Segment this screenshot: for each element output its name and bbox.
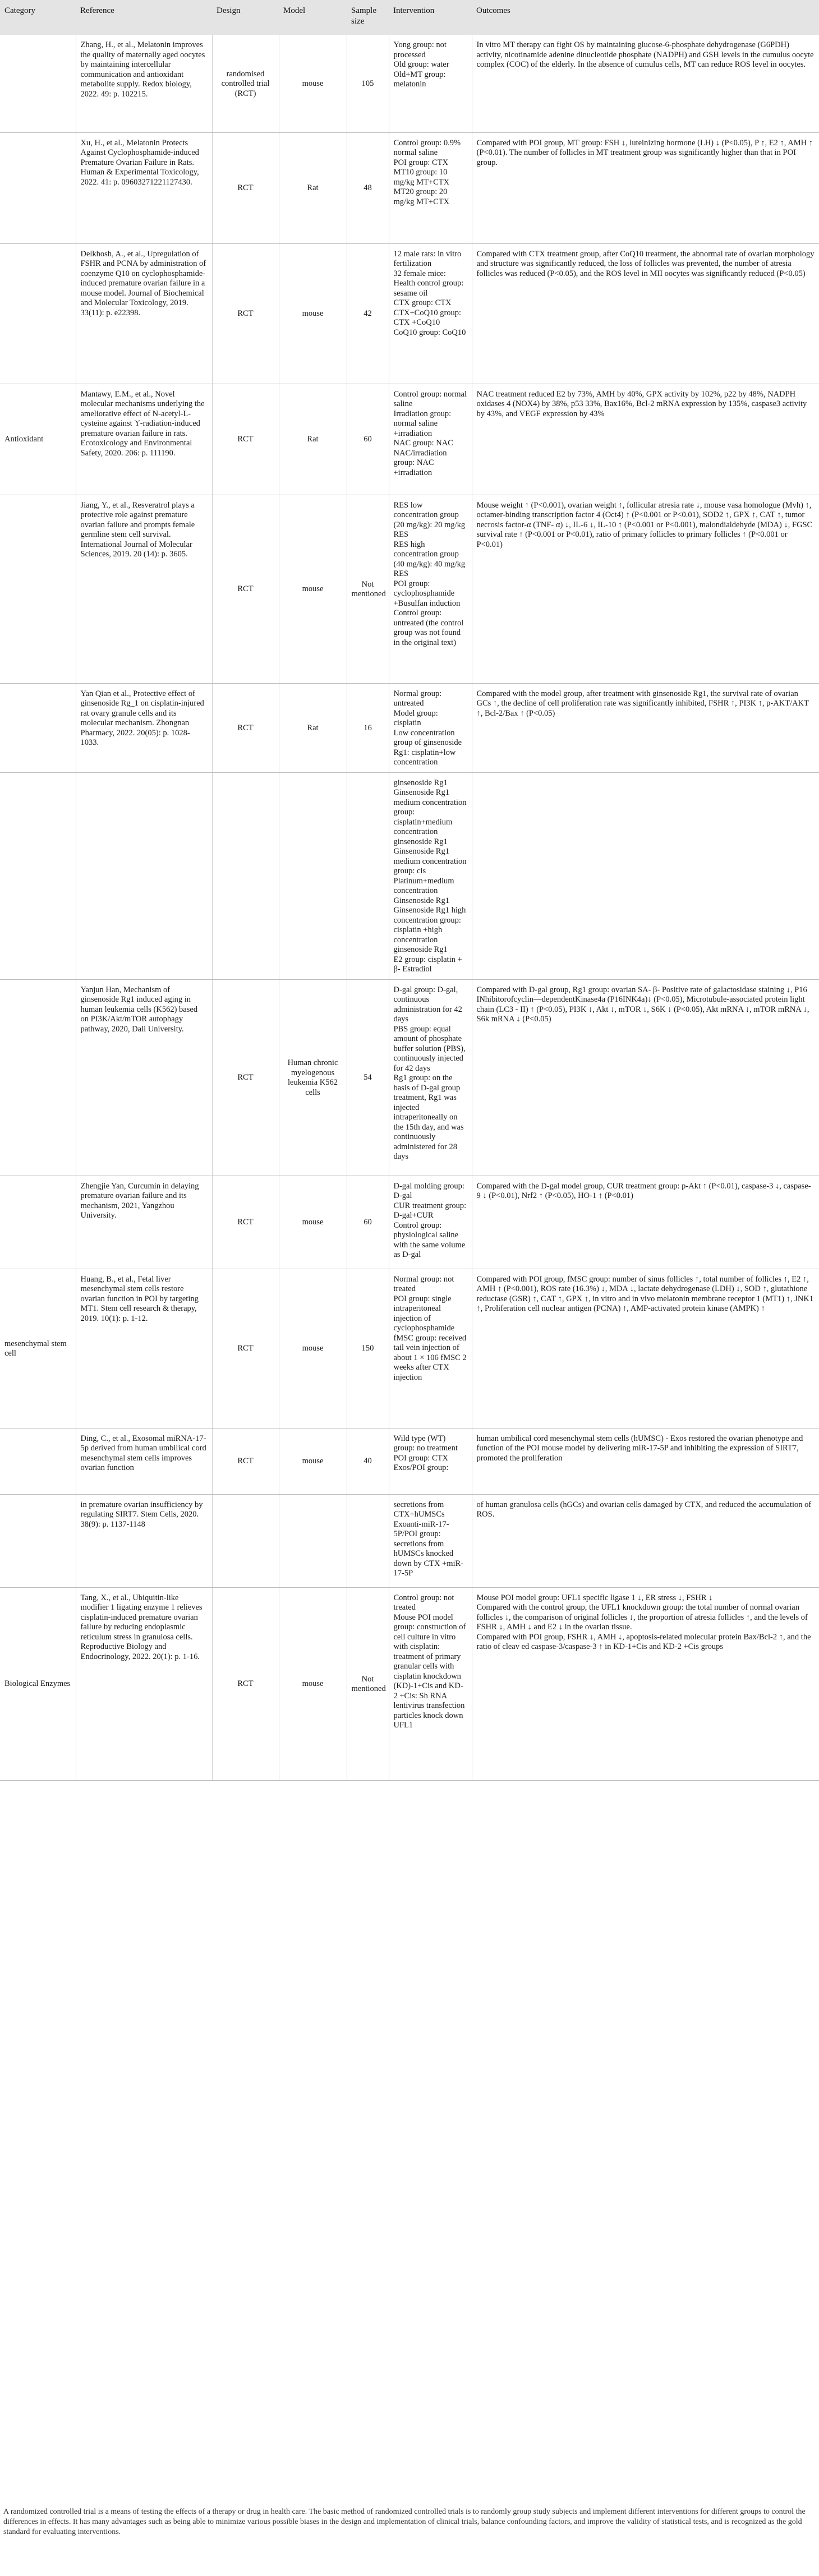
intervention-line: MT20 group: 20 mg/kg MT+CTX <box>393 187 450 206</box>
cell-category <box>0 1176 76 1269</box>
table-row <box>0 1587 819 1780</box>
intervention-line: Ginsenoside Rg1 medium concentration group: cis Platinum+medium concentration Ginsenoside Rg1 <box>393 847 467 905</box>
intervention-line: RES high concentration group (40 mg/kg): 40 mg/kg RES <box>393 540 466 578</box>
cell-intervention <box>389 1269 472 1428</box>
table-header-row <box>0 0 819 35</box>
table-row <box>0 772 819 979</box>
cell-sample-size: Not mentioned <box>347 495 389 683</box>
cell-intervention <box>389 772 472 979</box>
cell-model: Human chronic myelogenous leukemia K562 cells <box>279 979 347 1176</box>
outcome-line: Compared with CTX treatment group, after CoQ10 treatment, the abnormal rate of ovarian morphology and structure was significantly reduced, the loss of follicles was prevented, the number of atresia follicles was reduced (P<0.05), and the ROS level in MII oocytes was significantly reduced (P<0.05) <box>476 249 815 278</box>
outcome-line: In vitro MT therapy can fight OS by maintaining glucose-6-phosphate dehydrogenase (G6PDH) activity, nicotinamide adenine dinucleotide phosphate (NADPH) and GSH levels in the cumulus oocyte complex (COC) of the elderly. In the absence of cumulus cells, MT can reduce ROS level in oocytes. <box>476 40 814 69</box>
cell-design: RCT <box>212 384 279 495</box>
table-row <box>0 132 819 243</box>
cell-outcomes <box>472 1494 819 1587</box>
intervention-line: D-gal group: D-gal, continuous administration for 42 days <box>393 985 462 1024</box>
cell-reference: Zhengjie Yan, Curcumin in delaying premature ovarian failure and its mechanism, 2021, Yangzhou University. <box>76 1176 212 1269</box>
intervention-line: POI group: cyclophosphamide +Busulfan induction <box>393 579 461 608</box>
intervention-line: Rg1 group: on the basis of D-gal group treatment, Rg1 was injected intraperitoneally on the 15th day, and was continuously administered for 28 days <box>393 1073 464 1161</box>
cell-outcomes <box>472 132 819 243</box>
cell-outcomes <box>472 1176 819 1269</box>
intervention-line: RES low concentration group (20 mg/kg): 20 mg/kg RES <box>393 500 466 539</box>
intervention-line: Yong group: not processed <box>393 40 447 59</box>
intervention-line: Wild type (WT) group: no treatment <box>393 1434 458 1453</box>
cell-outcomes <box>472 979 819 1176</box>
cell-category <box>0 243 76 384</box>
cell-category <box>0 132 76 243</box>
cell-model: mouse <box>279 243 347 384</box>
cell-intervention <box>389 1494 472 1587</box>
cell-sample-size: 16 <box>347 683 389 772</box>
outcome-line: Compared with POI group, MT group: FSH ↓, luteinizing hormone (LH) ↓ (P<0.05), P ↑, E2 ↑, AMH ↑ (P<0.01). The number of follicles in MT treatment group was significantly higher than that in POI group. <box>476 138 813 167</box>
outcome-line: of human granulosa cells (hGCs) and ovarian cells damaged by CTX, and reduced the accumulation of ROS. <box>476 1500 812 1519</box>
intervention-line: POI group: CTX <box>393 158 448 167</box>
cell-model: mouse <box>279 1587 347 1780</box>
cell-design: randomised controlled trial (RCT) <box>212 35 279 132</box>
cell-reference: Tang, X., et al., Ubiquitin-like modifier 1 ligating enzyme 1 relieves cisplatin-induced premature ovarian failure by reducing endoplasmic reticulum stress in granulosa cells. Reproductive Biology and Endocrinology, 2022. 20(1): p. 1-16. <box>76 1587 212 1780</box>
intervention-line: Control group: untreated (the control group was not found in the original text) <box>393 609 464 647</box>
cell-intervention <box>389 1428 472 1494</box>
outcome-line: NAC treatment reduced E2 by 73%, AMH by 40%, GPX activity by 102%, p22 by 48%, NADPH oxidases 4 (NOX4) by 38%, p53 33%, Bax16%, Bcl-2 mRNA expression by 135%, caspase3 activity by 43%, and VEGF expression by 43% <box>476 389 807 418</box>
intervention-line: CTX group: CTX <box>393 298 452 307</box>
cell-reference: Xu, H., et al., Melatonin Protects Against Cyclophosphamide-induced Premature Ovarian Failure in Rats. Human & Experimental Toxicology, 2022. 41: p. 09603271221127430. <box>76 132 212 243</box>
cell-design: RCT <box>212 1428 279 1494</box>
intervention-line: Irradiation group: normal saline +irradiation <box>393 409 452 438</box>
cell-reference: Yanjun Han, Mechanism of ginsenoside Rg1 induced aging in human leukemia cells (K562) based on PI3K/Akt/mTOR autophagy pathway, 2020, Dali University. <box>76 979 212 1176</box>
cell-reference: Zhang, H., et al., Melatonin improves the quality of maternally aged oocytes by maintaining intercellular communication and antioxidant metabolite supply. Redox biology, 2022. 49: p. 102215. <box>76 35 212 132</box>
header-intervention: Intervention <box>389 0 472 35</box>
cell-reference: Yan Qian et al., Protective effect of ginsenoside Rg_1 on cisplatin-injured rat ovary granule cells and its molecular mechanism. Zhongnan Pharmacy, 2022. 20(05): p. 1028-1033. <box>76 683 212 772</box>
table-row <box>0 495 819 683</box>
intervention-line: POI group: single intraperitoneal injection of cyclophosphamide <box>393 1294 455 1333</box>
header-model: Model <box>279 0 347 35</box>
intervention-line: Control group: physiological saline with the same volume as D-gal <box>393 1220 466 1259</box>
cell-design: RCT <box>212 132 279 243</box>
cell-model <box>279 772 347 979</box>
cell-sample-size <box>347 772 389 979</box>
cell-model: Rat <box>279 384 347 495</box>
cell-outcomes <box>472 243 819 384</box>
cell-model: mouse <box>279 495 347 683</box>
cell-design: RCT <box>212 683 279 772</box>
intervention-line: CoQ10 group: CoQ10 <box>393 328 466 337</box>
cell-outcomes <box>472 1428 819 1494</box>
intervention-line: MT10 group: 10 mg/kg MT+CTX <box>393 168 450 187</box>
outcome-line: Mouse POI model group: UFL1 specific ligase 1 ↓, ER stress ↓, FSHR ↓ <box>476 1593 713 1602</box>
cell-sample-size <box>347 1494 389 1587</box>
cell-model: mouse <box>279 35 347 132</box>
intervention-line: Old group: water <box>393 60 449 69</box>
intervention-line: Exos/POI group: <box>393 1463 449 1472</box>
intervention-line: Control group: 0.9% normal saline <box>393 138 461 157</box>
cell-intervention <box>389 132 472 243</box>
outcome-line: Compared with the control group, the UFL1 knockdown group: the total number of normal ovarian follicles ↓, the comparison of original follicles ↓, the proportion of atresia follicles ↑, and the levels of FSHR ↓, AMH ↓ and E2 ↓ in the ovarian tissue. <box>476 1603 808 1632</box>
table-row <box>0 35 819 132</box>
cell-sample-size: 60 <box>347 1176 389 1269</box>
cell-category: Biological Enzymes <box>0 1587 76 1780</box>
intervention-line: ginsenoside Rg1 <box>393 837 448 846</box>
cell-design <box>212 1494 279 1587</box>
intervention-line: Low concentration group of ginsenoside Rg1: cisplatin+low concentration <box>393 728 462 767</box>
cell-sample-size: 42 <box>347 243 389 384</box>
table-row <box>0 1428 819 1494</box>
cell-design: RCT <box>212 979 279 1176</box>
cell-category <box>0 683 76 772</box>
cell-category <box>0 495 76 683</box>
intervention-line: ginsenoside Rg1 <box>393 778 448 787</box>
cell-category <box>0 35 76 132</box>
cell-reference: Huang, B., et al., Fetal liver mesenchymal stem cells restore ovarian function in POI by targeting MT1. Stem cell research & therapy, 2019. 10(1): p. 1-12. <box>76 1269 212 1428</box>
cell-intervention <box>389 495 472 683</box>
cell-sample-size: 105 <box>347 35 389 132</box>
intervention-line: 12 male rats: in vitro fertilization <box>393 249 462 268</box>
cell-design: RCT <box>212 1269 279 1428</box>
intervention-line: secretions from CTX+hUMSCs <box>393 1500 445 1519</box>
cell-outcomes <box>472 772 819 979</box>
outcome-line: Compared with the D-gal model group, CUR treatment group: p-Akt ↑ (P<0.01), caspase-3 ↓, caspase-9 ↓ (P<0.01), Nrf2 ↑ (P<0.05), HO-1 ↑ (P<0.01) <box>476 1181 811 1200</box>
intervention-line: 32 female mice: Health control group: sesame oil <box>393 269 464 298</box>
intervention-line: D-gal molding group: D-gal <box>393 1181 464 1200</box>
cell-model: Rat <box>279 132 347 243</box>
table-row <box>0 1269 819 1428</box>
cell-intervention <box>389 384 472 495</box>
outcome-line: Compared with D-gal group, Rg1 group: ovarian SA- β- Positive rate of galactosidase staining ↓, P16 INhibitorofcyclin—dependentKinase4a (P16INK4a)↓ (P<0.05), Microtubule-associated protein light chain (LC3 - II) ↑ (P<0.05), PI3K ↓, Akt ↓, mTOR ↓, S6K ↓ (P<0.05), Akt mRNA ↓, mTOR mRNA ↓, S6k mRNA ↓ (P<0.05) <box>476 985 809 1024</box>
header-reference: Reference <box>76 0 212 35</box>
table-row <box>0 683 819 772</box>
cell-outcomes <box>472 495 819 683</box>
cell-reference: Mantawy, E.M., et al., Novel molecular mechanisms underlying the ameliorative effect of N-acetyl-L-cysteine against ϒ-radiation-induced premature ovarian failure in rats. Ecotoxicology and Environmental Safety, 2020. 206: p. 111190. <box>76 384 212 495</box>
cell-design: RCT <box>212 243 279 384</box>
header-outcomes: Outcomes <box>472 0 819 35</box>
cell-model: mouse <box>279 1176 347 1269</box>
intervention-line: Old+MT group: melatonin <box>393 70 446 89</box>
cell-category <box>0 1494 76 1587</box>
header-sample-size: Sample size <box>347 0 389 35</box>
cell-outcomes <box>472 1269 819 1428</box>
cell-sample-size: Not mentioned <box>347 1587 389 1780</box>
cell-intervention <box>389 35 472 132</box>
outcome-line: Compared with the model group, after treatment with ginsenoside Rg1, the survival rate of ovarian GCs ↑, the decline of cell proliferation rate was significantly inhibited, FSHR ↑, PI3K ↑, p-AKT/AKT ↑, Bcl-2/Bax ↑ (P<0.05) <box>476 689 809 718</box>
outcome-line: human umbilical cord mesenchymal stem cells (hUMSC) - Exos restored the ovarian phenotype and function of the POI mouse model by delivering miR-17-5P and inhibiting the expression of SIRT7, promoted the proliferation <box>476 1434 803 1463</box>
cell-category <box>0 979 76 1176</box>
intervention-line: NAC/irradiation group: NAC +irradiation <box>393 448 447 477</box>
intervention-line: POI group: CTX <box>393 1453 448 1463</box>
cell-sample-size: 40 <box>347 1428 389 1494</box>
cell-outcomes <box>472 1587 819 1780</box>
cell-reference: Delkhosh, A., et al., Upregulation of FSHR and PCNA by administration of coenzyme Q10 on cyclophosphamide-induced premature ovarian failure in a mouse model. Journal of Biochemical and Molecular Toxicology, 2019. 33(11): p. e22398. <box>76 243 212 384</box>
intervention-line: Normal group: not treated <box>393 1274 454 1293</box>
cell-sample-size: 54 <box>347 979 389 1176</box>
cell-intervention <box>389 683 472 772</box>
table-row <box>0 384 819 495</box>
cell-reference: Jiang, Y., et al., Resveratrol plays a protective role against premature ovarian failure and prompts female germline stem cell survival. International Journal of Molecular Sciences, 2019. 20 (14): p. 3605. <box>76 495 212 683</box>
intervention-line: Control group: normal saline <box>393 389 467 408</box>
outcome-line: Compared with POI group, fMSC group: number of sinus follicles ↑, total number of follicles ↑, E2 ↑, AMH ↑ (P<0.001), ROS rate (16.3%) ↓, MDA ↓, lactate dehydrogenase (LDH) ↓, SOD ↑, glutathione reductase (GSR) ↑, CAT ↑, GPX ↑, in vitro and in vivo melatonin membrane receptor 1 (MT1) ↑, JNK1 ↑, Proliferation cell nuclear antigen (PCNA) ↑, AMP-activated protein kinase (AMPK) ↑ <box>476 1274 814 1313</box>
intervention-line: Model group: cisplatin <box>393 708 438 727</box>
intervention-line: fMSC group: received tail vein injection of about 1 × 106 fMSC 2 weeks after CTX injection <box>393 1333 467 1382</box>
cell-design: RCT <box>212 495 279 683</box>
cell-model: Rat <box>279 683 347 772</box>
table-row <box>0 979 819 1176</box>
intervention-line: Normal group: untreated <box>393 689 442 708</box>
cell-model <box>279 1494 347 1587</box>
intervention-line: Ginsenoside Rg1 medium concentration group: cisplatin+medium concentration <box>393 788 467 836</box>
outcome-line: Mouse weight ↑ (P<0.001), ovarian weight ↑, follicular atresia rate ↓, mouse vasa homologue (Mvh) ↑, octamer-binding transcription factor 4 (Oct4) ↑ (P<0.001 or P<0.01), SOD2 ↑, GPX ↑, CAT ↑, tumor necrosis factor-α (TNF- α) ↓, IL-6 ↓, IL-10 ↑ (P<0.001 or P<0.001), malondialdehyde (MDA) ↓, FGSC survival rate ↑ (P<0.001 or P<0.01), ratio of primary follicles to primary follicles ↑ (P<0.001 or P<0.01) <box>476 500 813 549</box>
table-row <box>0 243 819 384</box>
cell-intervention <box>389 1587 472 1780</box>
header-design: Design <box>212 0 279 35</box>
table-footnote: A randomized controlled trial is a means of testing the effects of a therapy or drug in health care. The basic method of randomized controlled trials is to randomly group study subjects and implement different interventions for different groups to control the differences in effects. It has many advantages such as being able to minimize various possible biases in the design and implementation of clinical trials, balance confounding factors, and improve the validity of statistical tests, and is recognized as the gold standard for evaluating interventions. <box>3 2508 806 2536</box>
intervention-line: CTX+CoQ10 group: CTX +CoQ10 <box>393 308 462 327</box>
cell-design: RCT <box>212 1587 279 1780</box>
cell-sample-size: 150 <box>347 1269 389 1428</box>
header-category: Category <box>0 0 76 35</box>
cell-intervention <box>389 243 472 384</box>
intervention-line: Mouse POI model group: construction of cell culture in vitro with cisplatin: treatment of primary granular cells with cisplatin knockdown (KD)-1+Cis and KD-2 +Cis: Sh RNA lentivirus transfection particles knock down UFL1 <box>393 1612 466 1730</box>
intervention-line: NAC group: NAC <box>393 439 453 448</box>
cell-design: RCT <box>212 1176 279 1269</box>
cell-category: mesenchymal stem cell <box>0 1269 76 1428</box>
intervention-line: CUR treatment group: D-gal+CUR <box>393 1201 467 1220</box>
cell-design <box>212 772 279 979</box>
cell-intervention <box>389 979 472 1176</box>
cell-reference: Ding, C., et al., Exosomal miRNA-17-5p derived from human umbilical cord mesenchymal stem cells improves ovarian function <box>76 1428 212 1494</box>
table-row <box>0 1494 819 1587</box>
cell-category <box>0 1428 76 1494</box>
cell-model: mouse <box>279 1428 347 1494</box>
intervention-line: Control group: not treated <box>393 1593 454 1612</box>
cell-category: Antioxidant <box>0 384 76 495</box>
cell-reference <box>76 772 212 979</box>
intervention-line: Exoanti-miR-17-5P/POI group: secretions from hUMSCs knocked down by CTX +miR-17-5P <box>393 1519 464 1578</box>
cell-category <box>0 772 76 979</box>
cell-sample-size: 60 <box>347 384 389 495</box>
cell-sample-size: 48 <box>347 132 389 243</box>
cell-outcomes <box>472 384 819 495</box>
table-body <box>0 35 819 1780</box>
cell-reference: in premature ovarian insufficiency by regulating SIRT7. Stem Cells, 2020. 38(9): p. 1137-1148 <box>76 1494 212 1587</box>
cell-outcomes <box>472 35 819 132</box>
cell-outcomes <box>472 683 819 772</box>
outcome-line: Compared with POI group, FSHR ↓, AMH ↓, apoptosis-related molecular protein Bax/Bcl-2 ↑, and the ratio of cleav ed caspase-3/caspase-3 ↑ in KD-1+Cis and KD-2 +Cis groups <box>476 1632 811 1651</box>
intervention-line: Ginsenoside Rg1 high concentration group: cisplatin +high concentration ginsenoside Rg1 <box>393 906 466 954</box>
cell-model: mouse <box>279 1269 347 1428</box>
intervention-line: E2 group: cisplatin + β- Estradiol <box>393 955 462 974</box>
cell-intervention <box>389 1176 472 1269</box>
table-row <box>0 1176 819 1269</box>
intervention-line: PBS group: equal amount of phosphate buffer solution (PBS), continuously injected for 42 days <box>393 1024 466 1073</box>
